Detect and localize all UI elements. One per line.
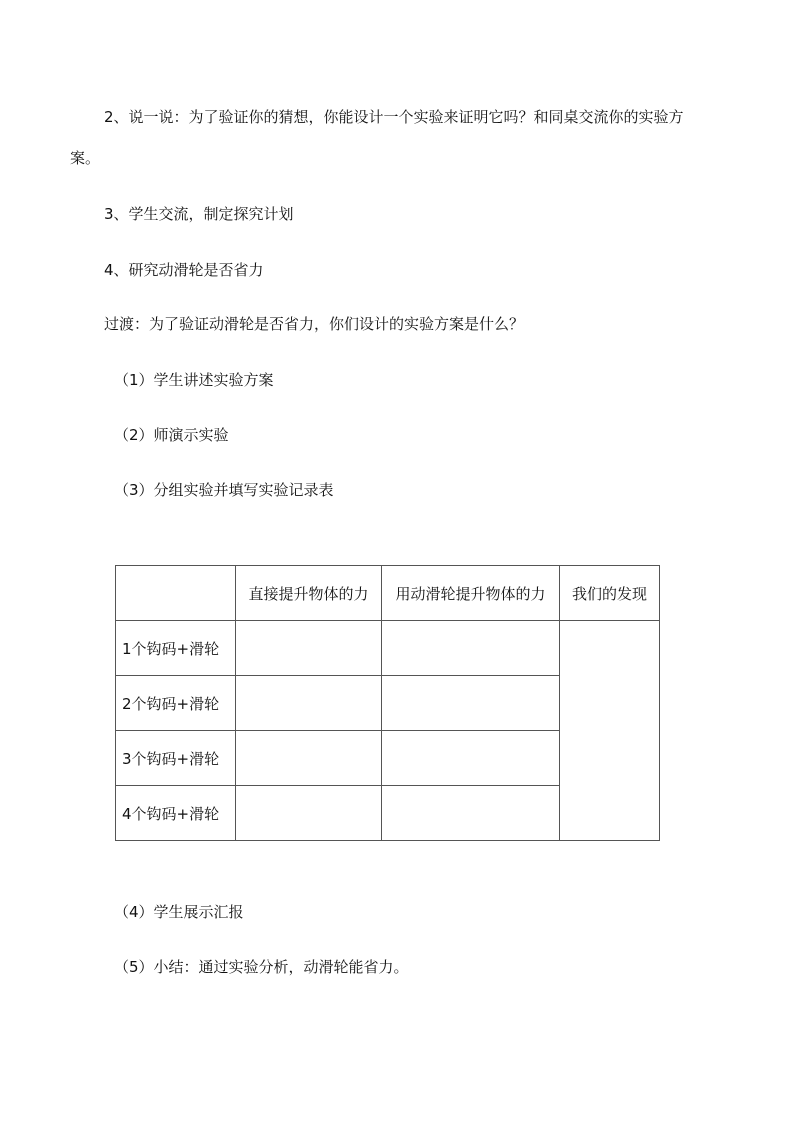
table-row <box>116 621 660 676</box>
row-label: 1个钩码+滑轮 <box>116 621 236 676</box>
header-pulley-lift-force: 用动滑轮提升物体的力 <box>382 566 560 621</box>
pulley-force-cell <box>382 621 560 676</box>
substep-1: （1）学生讲述实验方案 <box>114 371 274 389</box>
direct-force-cell <box>236 621 382 676</box>
pulley-force-cell <box>382 731 560 786</box>
row-label: 2个钩码+滑轮 <box>116 676 236 731</box>
direct-force-cell <box>236 676 382 731</box>
header-our-findings: 我们的发现 <box>560 566 660 621</box>
substep-2: （2）师演示实验 <box>114 426 229 444</box>
header-corner-cell <box>116 566 236 621</box>
row-label: 4个钩码+滑轮 <box>116 786 236 841</box>
direct-force-cell <box>236 731 382 786</box>
transition-paragraph: 过渡：为了验证动滑轮是否省力，你们设计的实验方案是什么？ <box>104 315 525 333</box>
substep-5-summary: （5）小结：通过实验分析，动滑轮能省力。 <box>114 958 409 976</box>
direct-force-cell <box>236 786 382 841</box>
substep-3: （3）分组实验并填写实验记录表 <box>114 481 334 499</box>
table-header-row <box>116 566 660 621</box>
step-2-paragraph: 2、说一说：为了验证你的猜想，你能设计一个实验来证明它吗？和同桌交流你的实验方 <box>104 108 684 126</box>
pulley-force-cell <box>382 786 560 841</box>
step-4-heading: 4、研究动滑轮是否省力 <box>104 261 264 279</box>
experiment-record-table <box>115 565 660 841</box>
header-direct-lift-force: 直接提升物体的力 <box>236 566 382 621</box>
substep-4: （4）学生展示汇报 <box>114 903 244 921</box>
pulley-force-cell <box>382 676 560 731</box>
row-label: 3个钩码+滑轮 <box>116 731 236 786</box>
step-3-paragraph: 3、学生交流，制定探究计划 <box>104 205 294 223</box>
findings-cell <box>560 621 660 841</box>
step-2-paragraph-continuation: 案。 <box>70 149 101 167</box>
